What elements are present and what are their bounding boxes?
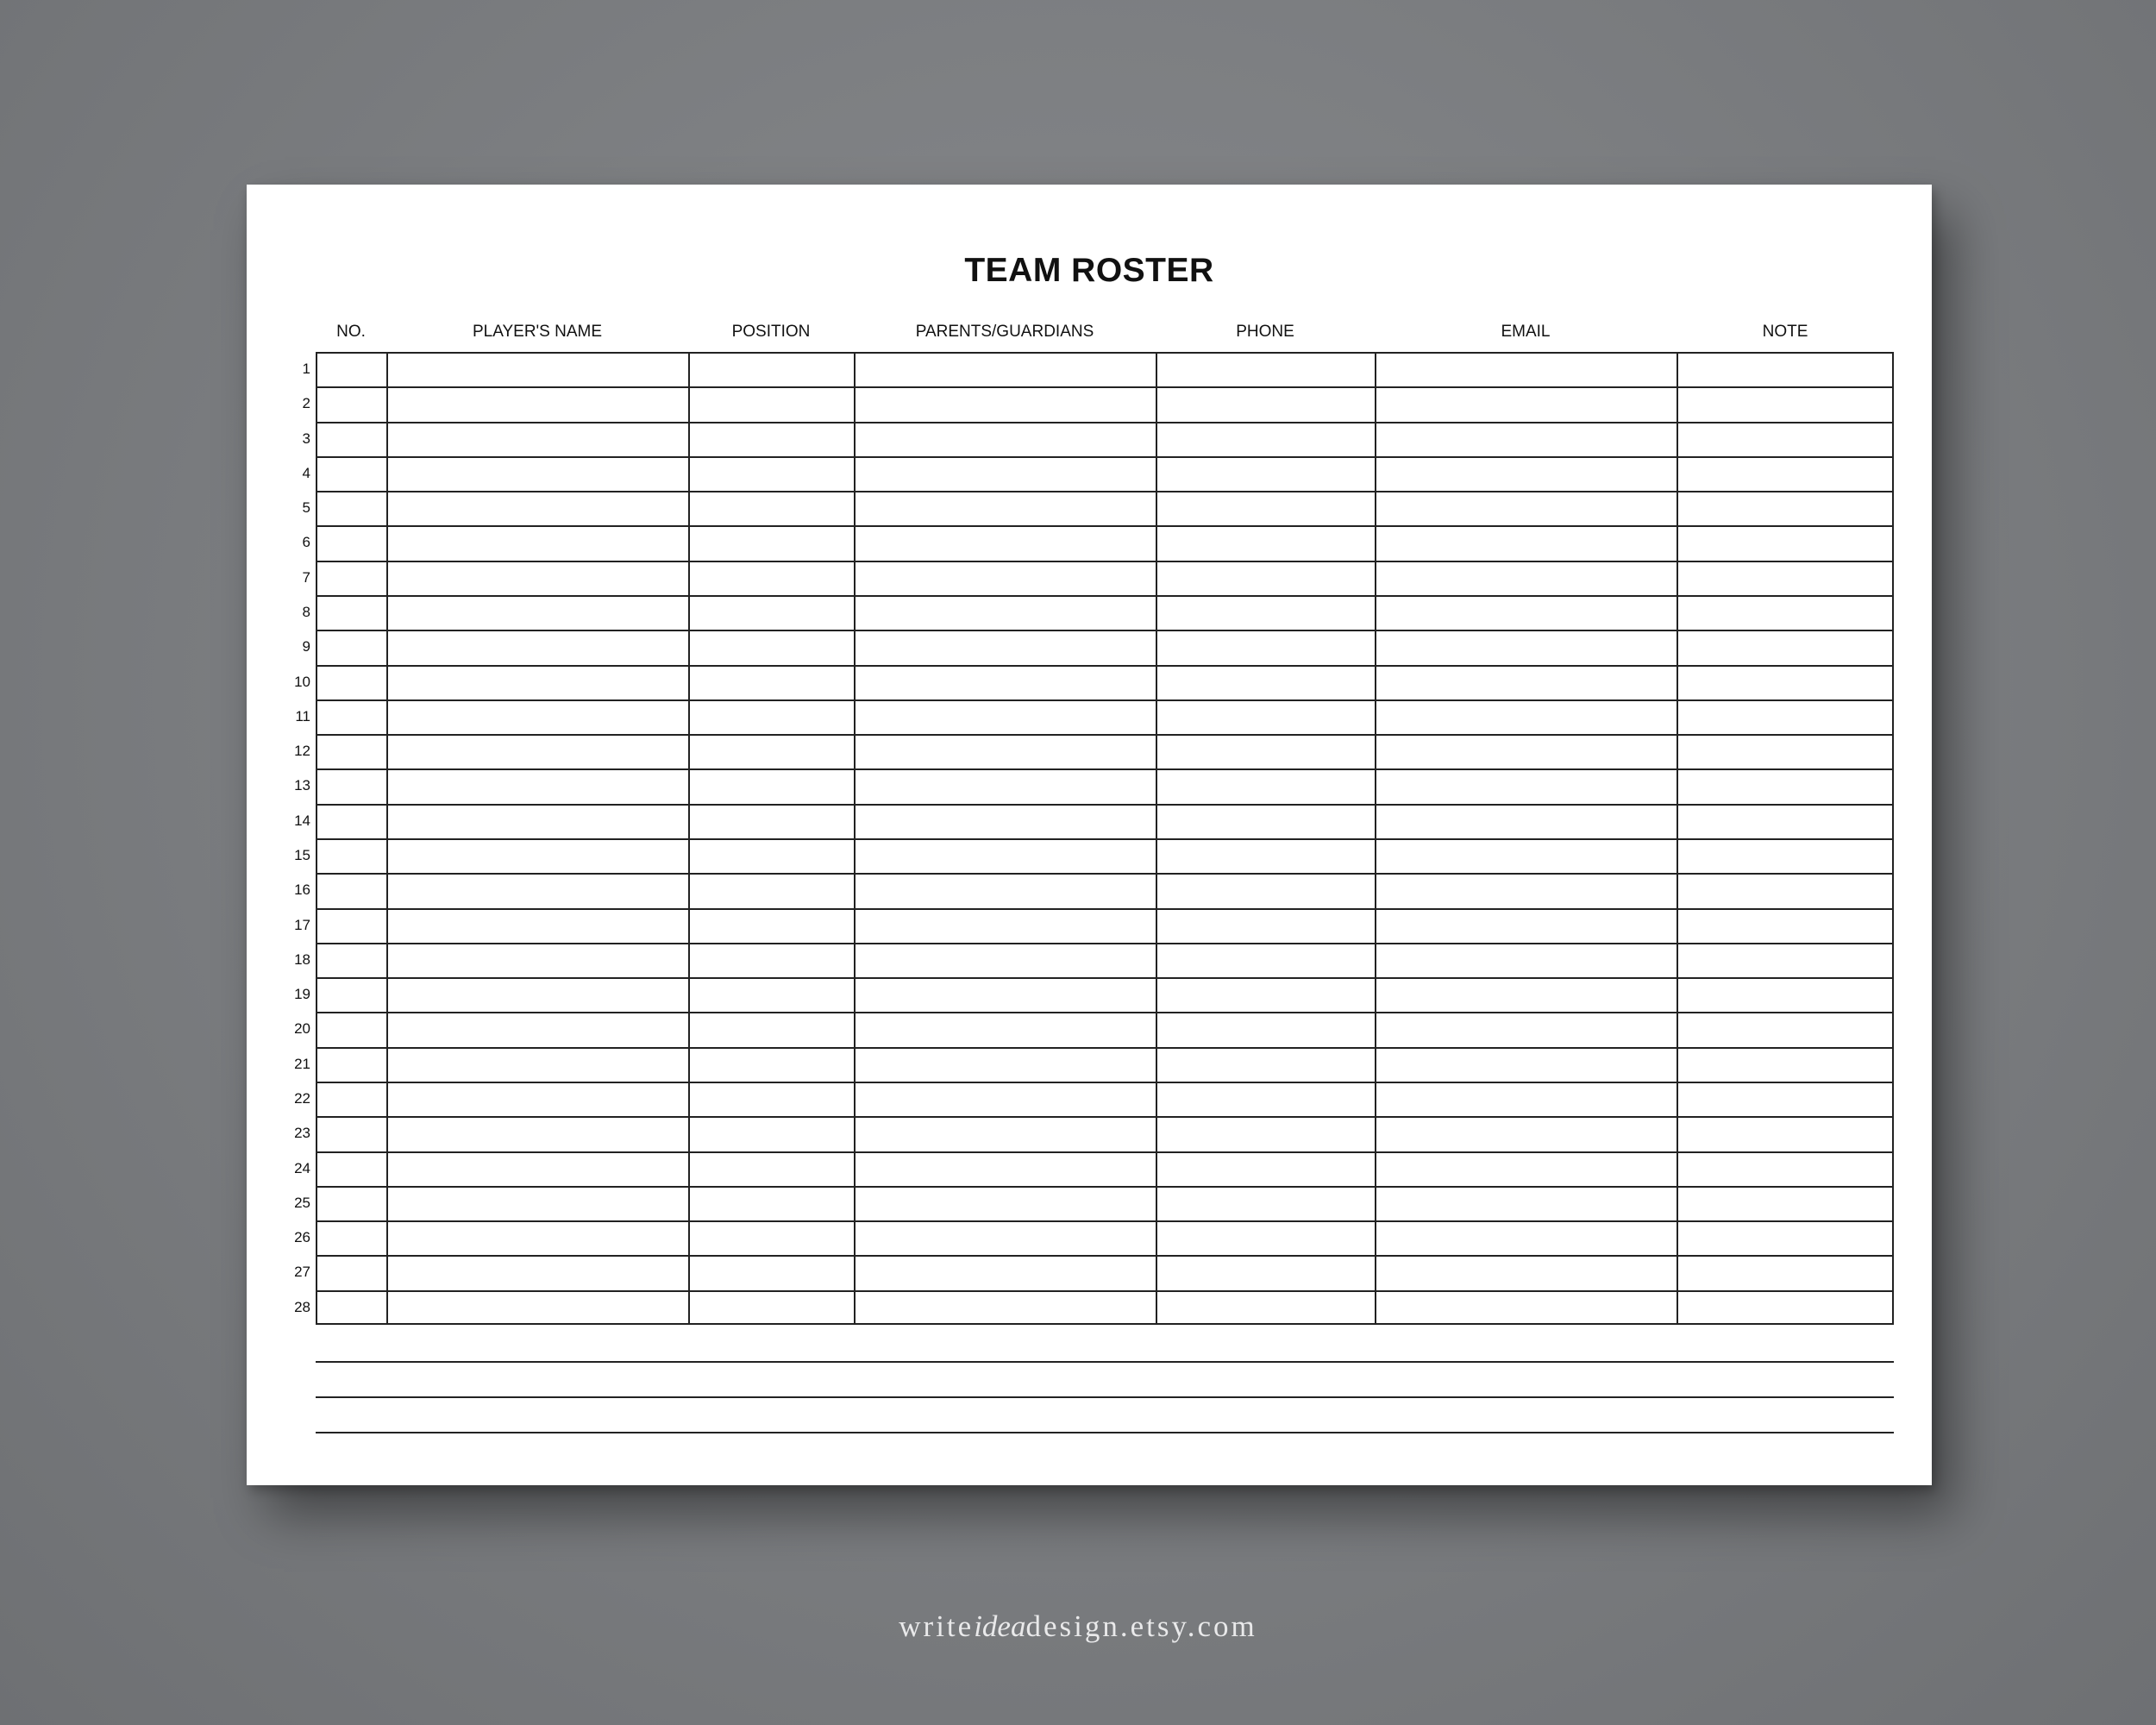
row-divider xyxy=(317,1047,1892,1049)
row-divider xyxy=(317,804,1892,806)
roster-table xyxy=(316,352,1894,1325)
header-position: POSITION xyxy=(731,323,811,341)
header-parents-guardians: PARENTS/GUARDIANS xyxy=(915,323,1094,341)
row-number: 19 xyxy=(294,986,310,1003)
row-number: 10 xyxy=(294,673,310,690)
row-number: 3 xyxy=(302,430,310,447)
row-divider xyxy=(317,873,1892,875)
row-number: 14 xyxy=(294,812,310,829)
row-divider xyxy=(317,561,1892,562)
note-line xyxy=(316,1361,1894,1363)
row-divider xyxy=(317,977,1892,979)
header-no: NO. xyxy=(336,323,366,341)
row-number: 1 xyxy=(302,361,310,377)
row-divider xyxy=(317,908,1892,910)
row-number: 20 xyxy=(294,1020,310,1038)
row-number: 2 xyxy=(302,395,310,412)
row-divider xyxy=(317,768,1892,770)
header-phone: PHONE xyxy=(1236,323,1294,341)
note-line xyxy=(316,1432,1894,1433)
row-number: 4 xyxy=(302,464,310,481)
row-divider xyxy=(317,422,1892,423)
row-divider xyxy=(317,595,1892,597)
row-divider xyxy=(317,1255,1892,1257)
header-note: NOTE xyxy=(1762,323,1808,341)
row-divider xyxy=(317,1012,1892,1013)
row-number: 21 xyxy=(294,1055,310,1072)
header-player-name: PLAYER'S NAME xyxy=(472,323,603,341)
row-divider xyxy=(317,525,1892,527)
row-number: 7 xyxy=(302,568,310,586)
row-divider xyxy=(317,1082,1892,1083)
row-divider xyxy=(317,491,1892,492)
row-number: 12 xyxy=(294,743,310,760)
row-number: 17 xyxy=(294,916,310,933)
roster-sheet xyxy=(247,185,1932,1485)
column-headers xyxy=(316,323,1894,350)
row-number: 16 xyxy=(294,881,310,899)
row-divider xyxy=(317,386,1892,388)
row-number: 23 xyxy=(294,1125,310,1142)
header-email: EMAIL xyxy=(1501,323,1551,341)
row-divider xyxy=(317,943,1892,944)
row-number: 28 xyxy=(294,1298,310,1315)
watermark xyxy=(0,1609,2156,1644)
page-title: TEAM ROSTER xyxy=(964,252,1214,289)
row-divider xyxy=(317,665,1892,667)
row-divider xyxy=(317,1186,1892,1188)
row-divider xyxy=(317,699,1892,701)
row-number: 22 xyxy=(294,1090,310,1107)
row-number: 6 xyxy=(302,534,310,551)
row-number: 25 xyxy=(294,1194,310,1211)
note-line xyxy=(316,1396,1894,1398)
row-number: 27 xyxy=(294,1264,310,1281)
row-divider xyxy=(317,1290,1892,1292)
row-divider xyxy=(317,1151,1892,1153)
watermark-accent: idea xyxy=(974,1609,1026,1643)
row-number: 13 xyxy=(294,777,310,794)
row-number: 24 xyxy=(294,1159,310,1176)
row-number: 8 xyxy=(302,604,310,620)
row-number: 18 xyxy=(294,950,310,968)
row-number: 15 xyxy=(294,847,310,863)
row-divider xyxy=(317,1220,1892,1222)
row-number: 5 xyxy=(302,499,310,517)
row-number: 26 xyxy=(294,1229,310,1246)
row-number: 9 xyxy=(302,638,310,656)
row-divider xyxy=(317,734,1892,736)
row-divider xyxy=(317,456,1892,458)
row-divider xyxy=(317,838,1892,840)
watermark-prefix: write xyxy=(899,1609,975,1643)
row-divider xyxy=(317,630,1892,631)
row-divider xyxy=(317,1116,1892,1118)
watermark-suffix: design.etsy.com xyxy=(1025,1609,1257,1643)
row-number: 11 xyxy=(295,707,310,724)
